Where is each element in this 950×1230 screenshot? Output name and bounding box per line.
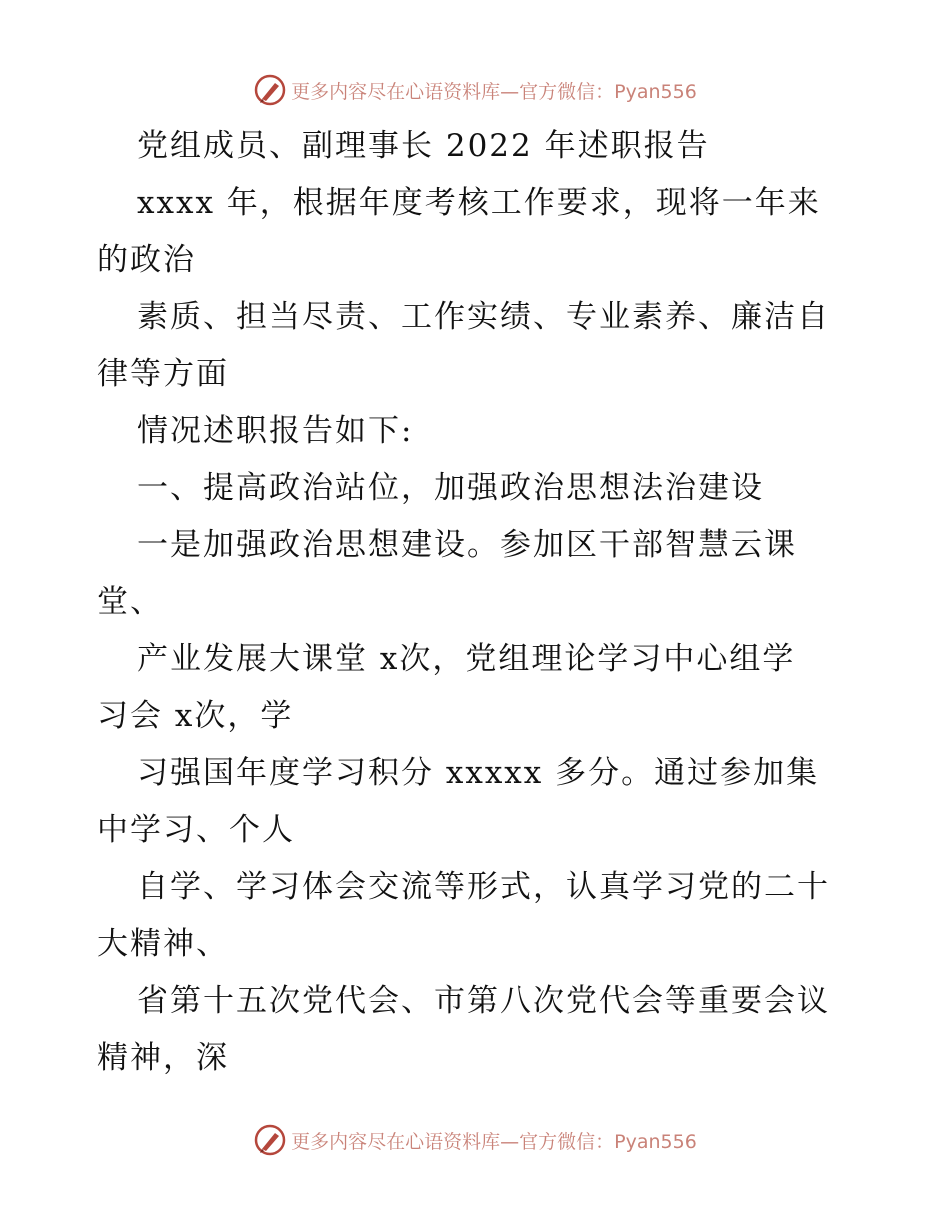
text-line: 素质、担当尽责、工作实绩、专业素养、廉洁自 — [137, 299, 830, 335]
watermark-text: 更多内容尽在心语资料库—官方微信：Pyan556 — [291, 80, 697, 103]
pen-logo-icon — [253, 73, 287, 107]
watermark-footer — [0, 1120, 950, 1160]
text-line: 习会 x次，学 — [97, 698, 294, 734]
text-line: 律等方面 — [97, 356, 229, 392]
text-line: 一、提高政治站位，加强政治思想法治建设 — [137, 470, 764, 506]
pen-logo-icon — [253, 1123, 287, 1157]
text-line: 中学习、个人 — [97, 812, 295, 848]
text-line: xxxx 年，根据年度考核工作要求，现将一年来 — [137, 185, 821, 221]
text-line: 情况述职报告如下: — [137, 413, 414, 449]
document-body — [97, 118, 857, 1087]
text-line: 一是加强政治思想建设。参加区干部智慧云课 — [137, 527, 797, 563]
text-line: 省第十五次党代会、市第八次党代会等重要会议 — [137, 983, 830, 1019]
text-line: 自学、学习体会交流等形式，认真学习党的二十 — [137, 869, 830, 905]
text-line: 的政治 — [97, 242, 196, 278]
text-line: 大精神、 — [97, 926, 229, 962]
text-line: 产业发展大课堂 x次，党组理论学习中心组学 — [137, 641, 796, 677]
text-line: 堂、 — [97, 584, 163, 620]
watermark-text: 更多内容尽在心语资料库—官方微信：Pyan556 — [291, 1130, 697, 1153]
text-line: 习强国年度学习积分 xxxxx 多分。通过参加集 — [137, 755, 820, 791]
text-line: 党组成员、副理事长 2022 年述职报告 — [137, 128, 710, 164]
watermark-header — [0, 70, 950, 110]
text-line: 精神，深 — [97, 1040, 229, 1076]
